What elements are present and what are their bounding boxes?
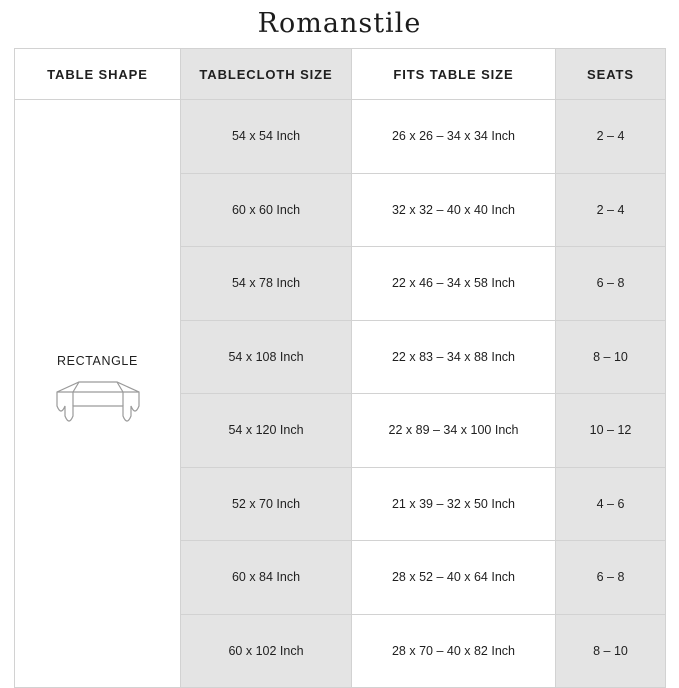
cell-tablecloth-size: 54 x 54 Inch [181, 100, 352, 174]
column-header-tablecloth-size: TABLECLOTH SIZE [181, 49, 352, 100]
column-header-table-shape: TABLE SHAPE [15, 49, 181, 100]
cell-seats: 6 – 8 [556, 541, 666, 615]
cell-seats: 2 – 4 [556, 173, 666, 247]
table-shape-cell [15, 100, 181, 688]
table-row [15, 100, 666, 174]
cell-seats: 4 – 6 [556, 467, 666, 541]
table-header-row [15, 49, 666, 100]
cell-fits-table-size: 26 x 26 – 34 x 34 Inch [352, 100, 556, 174]
cell-seats: 2 – 4 [556, 100, 666, 174]
cell-seats: 10 – 12 [556, 394, 666, 468]
column-header-seats: SEATS [556, 49, 666, 100]
cell-fits-table-size: 21 x 39 – 32 x 50 Inch [352, 467, 556, 541]
cell-fits-table-size: 22 x 83 – 34 x 88 Inch [352, 320, 556, 394]
cell-tablecloth-size: 54 x 120 Inch [181, 394, 352, 468]
cell-seats: 8 – 10 [556, 614, 666, 688]
size-chart-table [14, 48, 666, 688]
cell-fits-table-size: 32 x 32 – 40 x 40 Inch [352, 173, 556, 247]
cell-tablecloth-size: 54 x 108 Inch [181, 320, 352, 394]
cell-fits-table-size: 28 x 70 – 40 x 82 Inch [352, 614, 556, 688]
brand-title: Romanstile [257, 8, 422, 39]
cell-seats: 8 – 10 [556, 320, 666, 394]
rectangle-tablecloth-icon [49, 376, 147, 433]
cell-seats: 6 – 8 [556, 247, 666, 321]
cell-fits-table-size: 22 x 89 – 34 x 100 Inch [352, 394, 556, 468]
cell-tablecloth-size: 60 x 60 Inch [181, 173, 352, 247]
column-header-fits-table-size: FITS TABLE SIZE [352, 49, 556, 100]
shape-label-rectangle: RECTANGLE [57, 354, 138, 368]
cell-tablecloth-size: 52 x 70 Inch [181, 467, 352, 541]
cell-tablecloth-size: 60 x 84 Inch [181, 541, 352, 615]
cell-fits-table-size: 22 x 46 – 34 x 58 Inch [352, 247, 556, 321]
cell-tablecloth-size: 54 x 78 Inch [181, 247, 352, 321]
cell-tablecloth-size: 60 x 102 Inch [181, 614, 352, 688]
cell-fits-table-size: 28 x 52 – 40 x 64 Inch [352, 541, 556, 615]
